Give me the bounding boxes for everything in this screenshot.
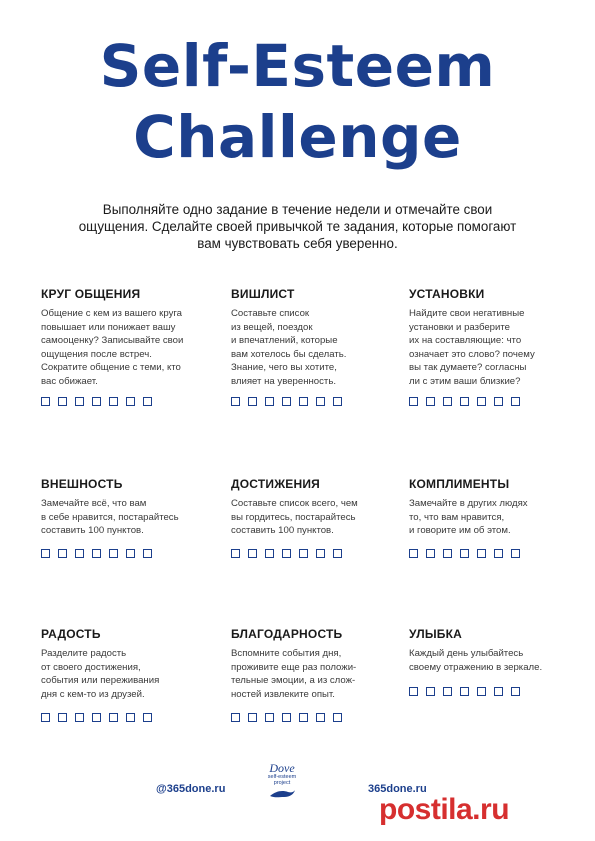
day-checkbox[interactable] (477, 397, 486, 406)
day-checkboxes (41, 397, 152, 406)
day-checkbox[interactable] (265, 549, 274, 558)
day-checkbox[interactable] (92, 549, 101, 558)
day-checkbox[interactable] (231, 549, 240, 558)
day-checkbox[interactable] (109, 549, 118, 558)
card-title: УЛЫБКА (409, 627, 462, 641)
day-checkbox[interactable] (511, 687, 520, 696)
day-checkbox[interactable] (426, 549, 435, 558)
day-checkbox[interactable] (409, 687, 418, 696)
day-checkbox[interactable] (426, 687, 435, 696)
card-description (409, 307, 584, 389)
card-description (409, 497, 584, 538)
day-checkbox[interactable] (299, 549, 308, 558)
day-checkbox[interactable] (409, 549, 418, 558)
day-checkbox[interactable] (460, 687, 469, 696)
day-checkbox[interactable] (477, 549, 486, 558)
day-checkbox[interactable] (443, 397, 452, 406)
card-description (41, 647, 216, 701)
day-checkbox[interactable] (75, 549, 84, 558)
day-checkbox[interactable] (333, 549, 342, 558)
day-checkbox[interactable] (511, 397, 520, 406)
day-checkbox[interactable] (231, 397, 240, 406)
day-checkbox[interactable] (316, 713, 325, 722)
day-checkbox[interactable] (426, 397, 435, 406)
card-title: РАДОСТЬ (41, 627, 101, 641)
day-checkbox[interactable] (316, 549, 325, 558)
intro-line: вам чувствовать себя уверенно. (197, 236, 398, 251)
day-checkbox[interactable] (92, 397, 101, 406)
day-checkbox[interactable] (333, 713, 342, 722)
day-checkboxes (409, 549, 520, 558)
day-checkbox[interactable] (316, 397, 325, 406)
logo-brand: Dove (269, 761, 295, 775)
challenge-card-appearance (41, 477, 216, 538)
desc-line: вам хотелось бы сделать. (231, 348, 347, 360)
day-checkbox[interactable] (248, 713, 257, 722)
day-checkbox[interactable] (409, 397, 418, 406)
desc-line: своему отражению в зеркале. (409, 661, 543, 673)
day-checkbox[interactable] (75, 397, 84, 406)
card-title: ВИШЛИСТ (231, 287, 295, 301)
day-checkbox[interactable] (511, 549, 520, 558)
desc-line: составить 100 пунктов. (231, 525, 334, 537)
day-checkbox[interactable] (109, 713, 118, 722)
desc-line: тельные эмоции, а из слож- (231, 675, 356, 687)
card-title: КРУГ ОБЩЕНИЯ (41, 287, 141, 301)
desc-line: события или переживания (41, 675, 160, 687)
desc-line: проживите еще раз положи- (231, 661, 357, 673)
day-checkbox[interactable] (477, 687, 486, 696)
challenge-card-achievements (231, 477, 406, 538)
desc-line: и говорите им об этом. (409, 525, 511, 537)
card-description (41, 307, 216, 389)
day-checkbox[interactable] (248, 549, 257, 558)
desc-line: самооценку? Записывайте свои (41, 335, 184, 347)
card-title: УСТАНОВКИ (409, 287, 485, 301)
card-description (231, 307, 406, 389)
day-checkboxes (409, 397, 520, 406)
day-checkbox[interactable] (265, 713, 274, 722)
day-checkbox[interactable] (443, 549, 452, 558)
desc-line: Замечайте всё, что вам (41, 498, 147, 509)
instagram-handle[interactable]: @365done.ru (156, 783, 226, 795)
challenge-card-social-circle (41, 287, 216, 389)
desc-line: означает это слово? почему (409, 348, 535, 360)
card-title: КОМПЛИМЕНТЫ (409, 477, 510, 491)
day-checkbox[interactable] (143, 713, 152, 722)
card-description (41, 497, 216, 538)
desc-line: ли с этим ваши близкие? (409, 375, 521, 387)
desc-line: и впечатлений, которые (231, 335, 338, 347)
desc-line: Найдите свои негативные (409, 308, 525, 319)
desc-line: составить 100 пунктов. (41, 525, 144, 537)
day-checkbox[interactable] (143, 549, 152, 558)
desc-line: от своего достижения, (41, 661, 141, 673)
day-checkboxes (231, 713, 342, 722)
desc-line: вы гордитесь, постарайтесь (231, 511, 356, 523)
desc-line: повышает или понижает вашу (41, 321, 176, 333)
desc-line: из вещей, поездок (231, 321, 313, 333)
day-checkbox[interactable] (75, 713, 84, 722)
day-checkbox[interactable] (109, 397, 118, 406)
day-checkboxes (231, 397, 342, 406)
desc-line: ностей извлеките опыт. (231, 688, 335, 700)
intro-text (60, 201, 535, 252)
desc-line: Замечайте в других людях (409, 498, 528, 509)
day-checkboxes (41, 713, 152, 722)
day-checkbox[interactable] (41, 397, 50, 406)
day-checkbox[interactable] (265, 397, 274, 406)
day-checkbox[interactable] (248, 397, 257, 406)
desc-line: Вспомните события дня, (231, 648, 342, 659)
day-checkbox[interactable] (282, 397, 291, 406)
logo-sub: self-esteem (267, 774, 297, 780)
challenge-card-beliefs (409, 287, 584, 389)
card-title: ДОСТИЖЕНИЯ (231, 477, 320, 491)
website-link[interactable]: 365done.ru (368, 783, 427, 795)
day-checkbox[interactable] (41, 713, 50, 722)
desc-line: Составьте список всего, чем (231, 498, 358, 509)
day-checkbox[interactable] (58, 549, 67, 558)
day-checkbox[interactable] (41, 549, 50, 558)
day-checkbox[interactable] (299, 713, 308, 722)
challenge-card-wishlist (231, 287, 406, 389)
card-description (409, 647, 584, 674)
desc-line: Знание, чего вы хотите, (231, 362, 337, 374)
card-title: БЛАГОДАРНОСТЬ (231, 627, 343, 641)
desc-line: дня с кем-то из друзей. (41, 688, 145, 700)
desc-line: вас обижает. (41, 375, 98, 387)
day-checkboxes (409, 687, 520, 696)
day-checkboxes (41, 549, 152, 558)
day-checkbox[interactable] (460, 549, 469, 558)
day-checkbox[interactable] (494, 397, 503, 406)
desc-line: Каждый день улыбайтесь (409, 648, 524, 659)
day-checkbox[interactable] (494, 549, 503, 558)
desc-line: ощущения после встреч. (41, 348, 152, 360)
day-checkbox[interactable] (333, 397, 342, 406)
day-checkbox[interactable] (231, 713, 240, 722)
dove-logo (262, 762, 302, 804)
dove-bird-icon (268, 789, 296, 799)
challenge-card-smile (409, 627, 584, 674)
day-checkbox[interactable] (282, 713, 291, 722)
desc-line: Общение с кем из вашего круга (41, 308, 183, 319)
day-checkbox[interactable] (460, 397, 469, 406)
day-checkboxes (231, 549, 342, 558)
day-checkbox[interactable] (282, 549, 291, 558)
challenge-card-compliments (409, 477, 584, 538)
day-checkbox[interactable] (126, 713, 135, 722)
desc-line: Сократите общение с теми, кто (41, 362, 181, 374)
desc-line: влияет на уверенность. (231, 375, 336, 387)
day-checkbox[interactable] (494, 687, 503, 696)
page-title-line-2: Challenge (133, 103, 462, 171)
day-checkbox[interactable] (58, 713, 67, 722)
page-title-line-1: Self-Esteem (99, 32, 496, 100)
logo-sub: project (273, 780, 291, 786)
card-title: ВНЕШНОСТЬ (41, 477, 123, 491)
day-checkbox[interactable] (58, 397, 67, 406)
postila-watermark: postila.ru (379, 793, 510, 826)
day-checkbox[interactable] (299, 397, 308, 406)
intro-line: ощущения. Сделайте своей привычкой те задания, которые помогают (78, 219, 517, 234)
card-description (231, 647, 406, 701)
day-checkbox[interactable] (443, 687, 452, 696)
challenge-card-joy (41, 627, 216, 701)
card-description (231, 497, 406, 538)
desc-line: вы так думаете? согласны (409, 362, 527, 374)
desc-line: в себе нравится, постарайтесь (41, 511, 179, 523)
day-checkbox[interactable] (143, 397, 152, 406)
day-checkbox[interactable] (126, 549, 135, 558)
desc-line: Составьте список (231, 308, 310, 319)
desc-line: их на составляющие: что (409, 335, 522, 347)
intro-line: Выполняйте одно задание в течение недели и отмечайте свои (102, 202, 493, 217)
day-checkbox[interactable] (126, 397, 135, 406)
desc-line: то, что вам нравится, (409, 511, 505, 523)
desc-line: установки и разберите (409, 321, 510, 333)
challenge-card-gratitude (231, 627, 406, 701)
day-checkbox[interactable] (92, 713, 101, 722)
desc-line: Разделите радость (41, 648, 127, 659)
